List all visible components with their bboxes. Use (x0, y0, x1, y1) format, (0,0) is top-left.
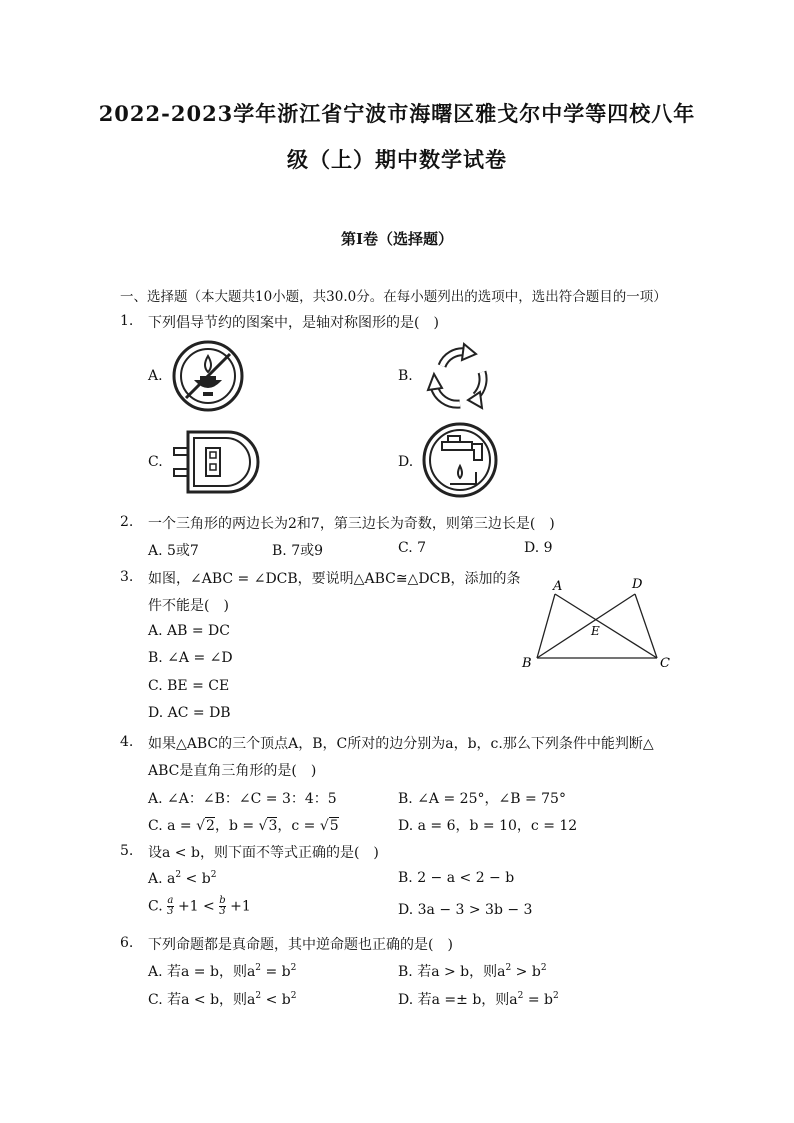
figure-label-e: E (591, 624, 600, 638)
volume-heading: 第Ⅰ卷（选择题） (340, 230, 454, 248)
q6-stem: 下列命题都是真命题，其中逆命题也正确的是( ) (148, 937, 453, 953)
q6-option-c: C. 若a < b，则$a^2 < b^2$ (148, 991, 297, 1008)
q2-option-c: C. 7 (398, 540, 427, 556)
q1-option-d-label: D. (398, 454, 414, 470)
plug-icon (168, 426, 268, 498)
q5-number: 5. (120, 843, 134, 859)
q3-option-a: A. AB = DC (148, 623, 230, 639)
q2-option-a: A. 5或7 (148, 543, 199, 559)
q5-option-a: A. $a^2 < b^2$ (148, 870, 217, 887)
figure-label-d: D (632, 577, 643, 592)
q2-stem: 一个三角形的两边长为2和7，第三边长为奇数，则第三边长是( ) (148, 516, 555, 532)
section-heading: 一、选择题（本大题共10小题，共30.0分。在每小题列出的选项中，选出符合题目的一项） (120, 289, 667, 305)
figure-label-b: B (522, 656, 532, 670)
water-tap-icon (420, 420, 500, 500)
q3-stem-line1: 如图，∠ABC = ∠DCB，要说明△ABC≅△DCB，添加的条 (148, 571, 521, 587)
q1-option-b-label: B. (398, 368, 413, 384)
q4-option-c: C. a = √2，b = √3，c = √5 (148, 818, 339, 834)
q4-option-d: D. a = 6，b = 10，c = 12 (398, 818, 578, 834)
q6-option-d: D. 若a =± b，则$a^2 = b^2$ (398, 991, 559, 1008)
paper-title-line1: 2022-2023学年浙江省宁波市海曙区雅戈尔中学等四校八年 (98, 101, 696, 126)
figure-label-a: A (553, 579, 563, 594)
q2-number: 2. (120, 514, 134, 530)
q4-stem-line1: 如果△ABC的三个顶点A，B，C所对的边分别为a，b，c.那么下列条件中能判断△ (148, 736, 654, 752)
q3-number: 3. (120, 569, 134, 585)
q3-option-b: B. ∠A = ∠D (148, 650, 233, 666)
figure-label-c: C (660, 656, 670, 670)
q5-stem: 设a < b，则下面不等式正确的是( ) (148, 845, 379, 861)
q1-option-a-label: A. (148, 368, 163, 384)
q6-option-b: B. 若a > b，则$a^2 > b^2$ (398, 963, 547, 980)
q1-stem: 下列倡导节约的图案中，是轴对称图形的是( ) (148, 315, 439, 331)
no-burner-icon (170, 338, 246, 414)
q4-option-a: A. ∠A：∠B：∠C = 3：4：5 (148, 791, 337, 807)
q5-option-d: D. 3a − 3 > 3b − 3 (398, 902, 533, 918)
q3-stem-line2: 件不能是( ) (148, 598, 229, 614)
q1-option-c-label: C. (148, 454, 163, 470)
q6-number: 6. (120, 935, 134, 951)
recycle-arrows-icon (420, 338, 496, 414)
q3-option-d: D. AC = DB (148, 705, 231, 721)
q3-option-c: C. BE = CE (148, 678, 230, 694)
paper-title-line2: 级（上）期中数学试卷 (287, 147, 507, 172)
q4-number: 4. (120, 734, 134, 750)
q2-option-d: D. 9 (524, 540, 553, 556)
q4-stem-line2: ABC是直角三角形的是( ) (148, 763, 317, 779)
q3-triangle-figure (515, 570, 685, 670)
q4-option-b: B. ∠A = 25°，∠B = 75° (398, 791, 566, 807)
q1-number: 1. (120, 313, 134, 329)
q2-option-b: B. 7或9 (272, 543, 324, 559)
q5-option-c: C. $\frac{a}{3}$ +1 < $\frac{b}{3}$ +1 (148, 895, 251, 917)
q6-option-a: A. 若a = b，则$a^2 = b^2$ (148, 963, 297, 980)
q5-option-b: B. 2 − a < 2 − b (398, 870, 515, 886)
